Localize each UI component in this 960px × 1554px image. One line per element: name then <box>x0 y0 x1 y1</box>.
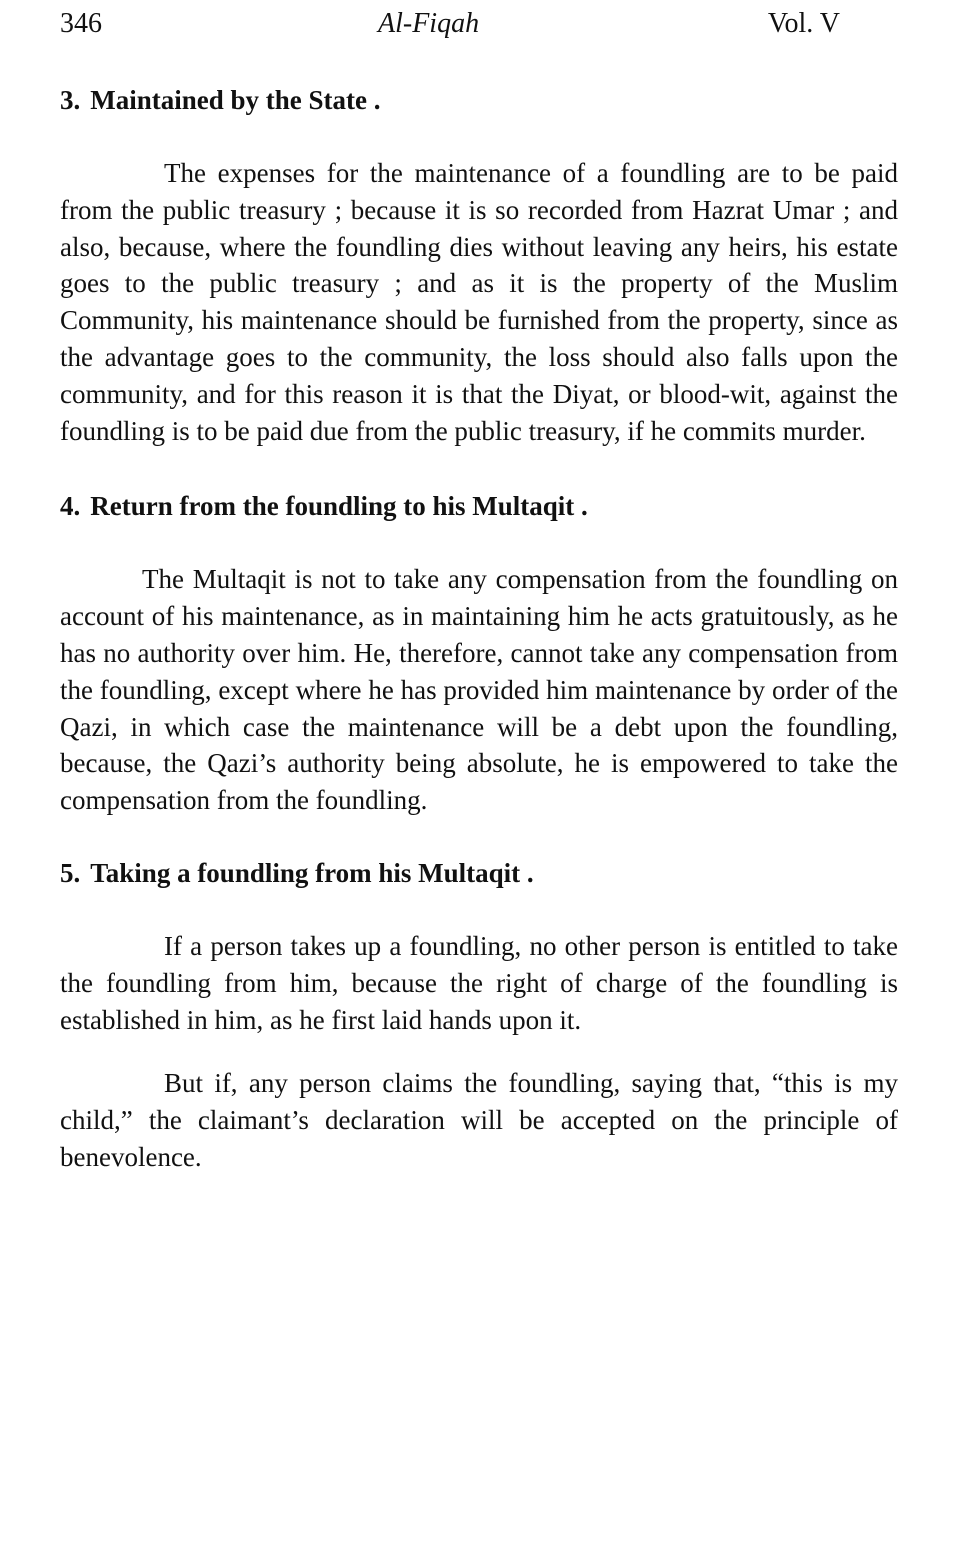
section-title: Taking a foundling from his Multaqit . <box>90 857 534 888</box>
section-heading-5 <box>60 855 898 891</box>
book-page <box>60 0 898 1176</box>
section-title: Return from the foundling to his Multaqit . <box>90 491 588 522</box>
section-heading-3 <box>60 82 898 118</box>
page-number: 346 <box>60 8 102 39</box>
volume-label: Vol. V <box>767 8 840 39</box>
section-number: 4. <box>60 491 81 522</box>
book-title: Al-Fiqah <box>378 8 480 39</box>
section-title: Maintained by the State . <box>90 85 381 115</box>
running-header <box>60 6 898 46</box>
paragraph-compensation: The Multaqit is not to take any compensation from the foundling on account of his maintenance, as in maintaining him he acts gratuitously, as he has no authority over him. He, therefore, cannot take any compensation from the foundling, except where he has provided him maintenance by order of the Qazi, in which case the maintenance will be a debt upon the foundling, because, the Qazi’s authority being absolute, he is empowered to take the compensation from the foundling. <box>60 564 898 816</box>
section-number: 3. <box>60 85 81 115</box>
paragraph-state-maintenance: The expenses for the maintenance of a foundling are to be paid from the public treasury ; because it is so recorded from Hazrat Umar ; and also, because, where the foundling dies without leaving any heirs, his estate goes to the public treasury ; and as it is the property of the Muslim Community, his maintenance should be furnished from the property, since as the advantage goes to the community, the loss should also falls upon the community, and for this reason it is that the Diyat, or blood-wit, against the foundling is to be paid due from the public treasury, if he commits murder. <box>60 158 898 446</box>
section-number: 5. <box>60 857 81 888</box>
paragraph-right-of-charge: If a person takes up a foundling, no other person is entitled to take the foundling from him, because the right of charge of the foundling is established in him, as he first laid hands upon it. <box>60 930 898 1035</box>
section-heading-4 <box>60 488 898 524</box>
paragraph-claimant: But if, any person claims the foundling, saying that, “this is my child,” the claimant’s declaration will be accepted on the principle of benevolence. <box>60 1068 898 1172</box>
